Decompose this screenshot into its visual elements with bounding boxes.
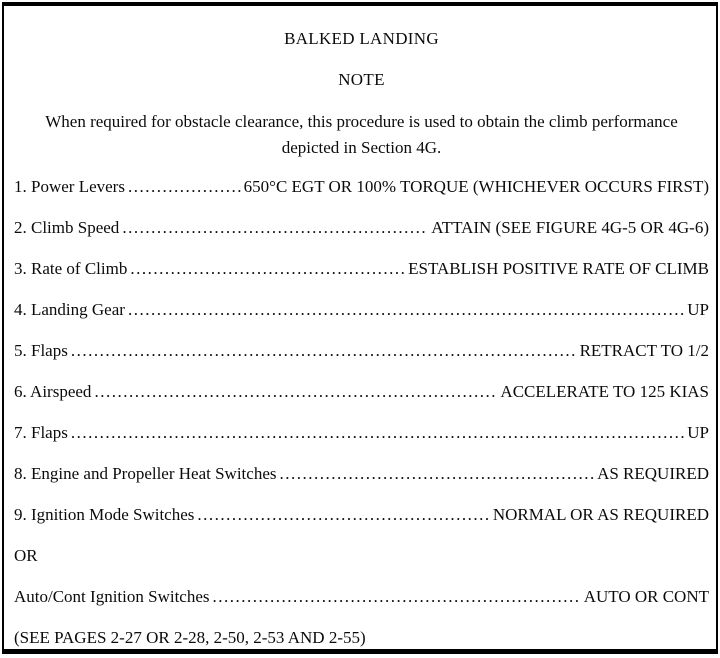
or-separator: OR xyxy=(14,546,38,565)
item-value: UP xyxy=(687,423,709,442)
checklist-item xyxy=(14,464,709,484)
item-label: 5. Flaps xyxy=(14,341,68,360)
item-value: 650°C EGT OR 100% TORQUE (WHICHEVER OCCURS FIRST) xyxy=(243,177,709,196)
dot-leader xyxy=(122,218,428,238)
dot-leader xyxy=(128,177,241,197)
item-label: 2. Climb Speed xyxy=(14,218,120,237)
dot-leader xyxy=(213,587,581,607)
checklist-item xyxy=(14,341,709,361)
item-label: 7. Flaps xyxy=(14,423,68,442)
dot-leader xyxy=(197,505,489,525)
checklist-item xyxy=(14,177,709,197)
item-value: RETRACT TO 1/2 xyxy=(579,341,709,360)
item-value: ACCELERATE TO 125 KIAS xyxy=(500,382,709,401)
dot-leader xyxy=(128,300,684,320)
checklist-item-alternate xyxy=(14,587,709,607)
checklist-item xyxy=(14,300,709,320)
note-heading: NOTE xyxy=(338,70,385,89)
item-label: 6. Airspeed xyxy=(14,382,92,401)
item-label: 4. Landing Gear xyxy=(14,300,125,319)
dot-leader xyxy=(280,464,595,484)
dot-leader xyxy=(94,382,497,402)
item-value: ESTABLISH POSITIVE RATE OF CLIMB xyxy=(408,259,709,278)
see-pages-note: (SEE PAGES 2-27 OR 2-28, 2-50, 2-53 AND 2-55) xyxy=(14,628,366,647)
item-value: AUTO OR CONT xyxy=(583,587,709,606)
checklist-item xyxy=(14,505,709,525)
checklist-item xyxy=(14,259,709,279)
item-value: NORMAL OR AS REQUIRED xyxy=(492,505,709,524)
item-label: 3. Rate of Climb xyxy=(14,259,128,278)
balked-landing-procedure-page xyxy=(2,2,718,654)
item-value: AS REQUIRED xyxy=(597,464,709,483)
item-label: Auto/Cont Ignition Switches xyxy=(14,587,210,606)
note-body: When required for obstacle clearance, this procedure is used to obtain the climb performance depicted in Section 4G. xyxy=(45,112,678,157)
page-title: BALKED LANDING xyxy=(284,29,439,48)
item-value: UP xyxy=(687,300,709,319)
item-label: 1. Power Levers xyxy=(14,177,125,196)
dot-leader xyxy=(71,341,577,361)
item-value: ATTAIN (SEE FIGURE 4G-5 OR 4G-6) xyxy=(431,218,709,237)
checklist-item xyxy=(14,218,709,238)
checklist-item xyxy=(14,382,709,402)
item-label: 9. Ignition Mode Switches xyxy=(14,505,195,524)
dot-leader xyxy=(130,259,405,279)
checklist-item xyxy=(14,423,709,443)
dot-leader xyxy=(71,423,684,443)
item-label: 8. Engine and Propeller Heat Switches xyxy=(14,464,277,483)
